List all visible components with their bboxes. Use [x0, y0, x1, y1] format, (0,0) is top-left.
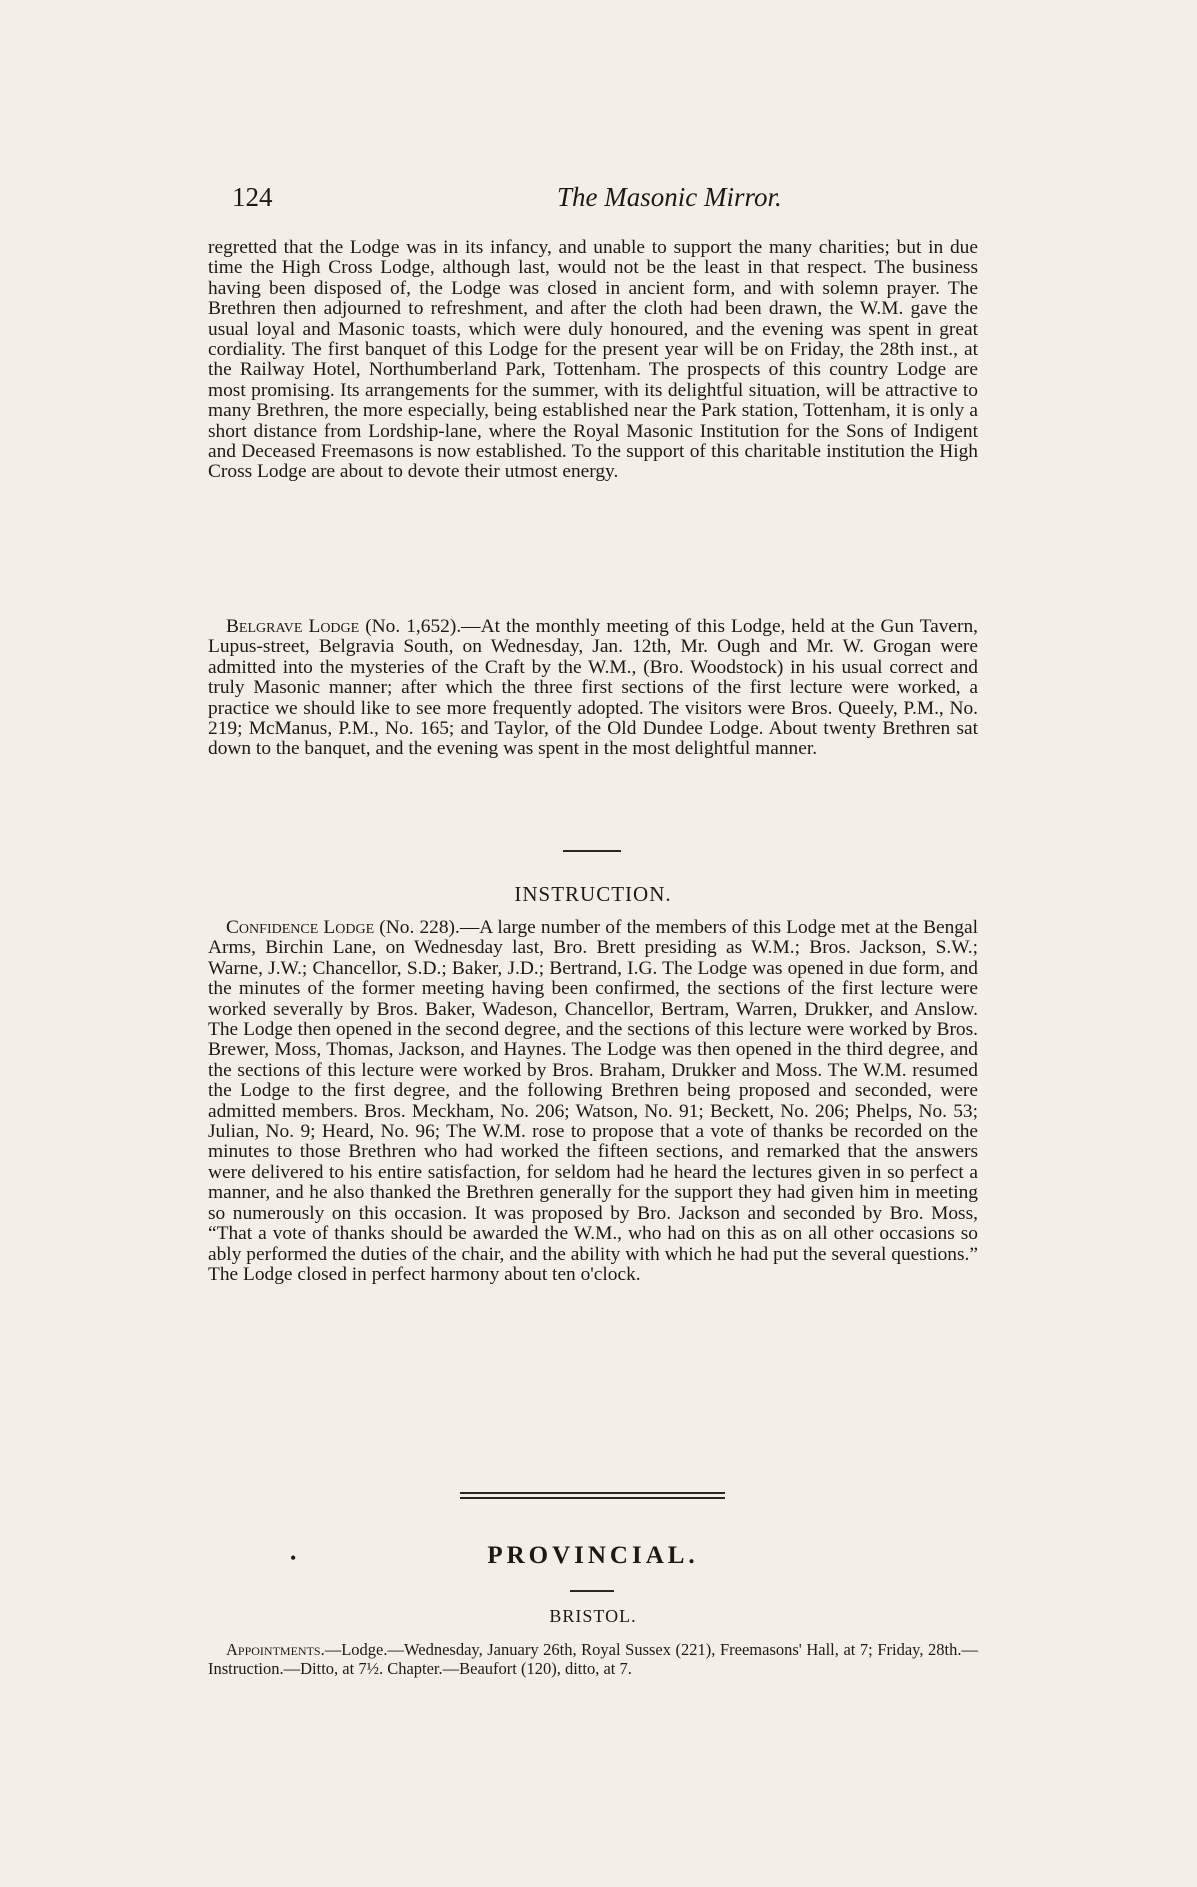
confidence-lodge-text: (No. 228).—A large number of the members of this Lodge met at the Bengal Arms, Birchin Lane, on Wednesday last, Bro. Brett presiding as W.M.; Bros. Jackson, S.W.; Warne, J.W.; Chancellor, S.D.; Baker, J.D.; Bertrand, I.G. The Lodge was opened in due form, and the minutes of the former meeting having been confirmed, the sections of the first lecture were worked severally by Bros. Baker, Wadeson, Chancellor, Bertram, Warren, Drukker, and Anslow. The Lodge then opened in the second degree, and the sections of this lecture were worked by Bros. Brewer, Moss, Thomas, Jackson, and Haynes. The Lodge was then opened in the third degree, and the sections of this lecture were worked by Bros. Braham, Drukker and Moss. The W.M. resumed the Lodge to the first degree, and the following Brethren being proposed and seconded, were admitted members. Bros. Meckham, No. 206; Watson, No. 91; Beckett, No. 206; Phelps, No. 53; Julian, No. 9; Heard, No. 96; The W.M. rose to propose that a vote of thanks be recorded on the minutes to those Brethren who had worked the fifteen sections, and remarked that the answers were delivered to his entire satisfaction, for seldom had he heard the lectures given in so perfect a manner, and he also thanked the Brethren generally for the support they had given him in meeting so numerously on this occasion. It was proposed by Bro. Jackson and seconded by Bro. Moss, “That a vote of thanks should be awarded the W.M., who had on this as on all other occasions so ably performed the duties of the chair, and the ability with which he had put the several questions.” The Lodge closed in perfect harmony about ten o'clock.: [208, 917, 979, 1285]
belgrave-lodge-report: [208, 617, 978, 760]
paragraph-belgrave-lodge: [208, 617, 978, 760]
section-divider: [563, 850, 621, 852]
appointments-text: —Lodge.—Wednesday, January 26th, Royal Sussex (221), Freemasons' Hall, at 7; Friday, 28th.—Instruction.—Ditto, at 7½. Chapter.—Beaufort (120), ditto, at 7.: [208, 1640, 978, 1678]
page-header: [232, 182, 972, 222]
appointments-lead: Appointments.: [226, 1640, 325, 1659]
page-number: 124: [232, 182, 273, 212]
confidence-lodge-lead: Confidence Lodge: [226, 917, 375, 938]
paragraph-high-cross-continued: regretted that the Lodge was in its infancy, and unable to support the many charities; but in due time the High Cross Lodge, although last, would not be the least in that respect. The business having been disposed of, the Lodge was closed in ancient form, and with solemn prayer. The Brethren then adjourned to refreshment, and after the cloth had been drawn, the W.M. gave the usual loyal and Masonic toasts, which were duly honoured, and the evening was spent in great cordiality. The first banquet of this Lodge for the present year will be on Friday, the 28th inst., at the Railway Hotel, Northumberland Park, Tottenham. The prospects of this country Lodge are most promising. Its arrangements for the summer, with its delightful situation, will be attractive to many Brethren, the more especially, being established near the Park station, Tottenham, it is only a short distance from Lordship-lane, where the Royal Masonic Institution for the Sons of Indigent and Deceased Freemasons is now established. To the support of this charitable institution the High Cross Lodge are about to devote their utmost energy.: [208, 237, 978, 483]
confidence-lodge-report: [208, 918, 978, 1285]
double-rule-divider: [460, 1492, 725, 1499]
provincial-divider: [570, 1590, 614, 1592]
belgrave-lodge-lead: Belgrave Lodge: [226, 616, 360, 637]
bristol-heading: BRISTOL.: [549, 1606, 637, 1626]
instruction-heading: INSTRUCTION.: [514, 882, 672, 906]
bristol-appointments: [208, 1640, 978, 1678]
running-title: The Masonic Mirror.: [557, 182, 782, 212]
bullet-mark: •: [290, 1548, 297, 1568]
paragraph-confidence-lodge: [208, 918, 978, 1285]
high-cross-lodge-report: [208, 238, 978, 483]
provincial-heading: PROVINCIAL.: [487, 1542, 699, 1569]
belgrave-lodge-text: (No. 1,652).—At the monthly meeting of this Lodge, held at the Gun Tavern, Lupus-street, Belgravia South, on Wednesday, Jan. 12th, Mr. Ough and Mr. W. Grogan were admitted into the mysteries of the Craft by the W.M., (Bro. Woodstock) in his usual correct and truly Masonic manner; after which the three first sections of the first lecture were worked, a practice we should like to see more frequently adopted. The visitors were Bros. Queely, P.M., No. 219; McManus, P.M., No. 165; and Taylor, of the Old Dundee Lodge. About twenty Brethren sat down to the banquet, and the evening was spent in the most delightful manner.: [208, 616, 978, 760]
paragraph-appointments: [208, 1640, 978, 1678]
